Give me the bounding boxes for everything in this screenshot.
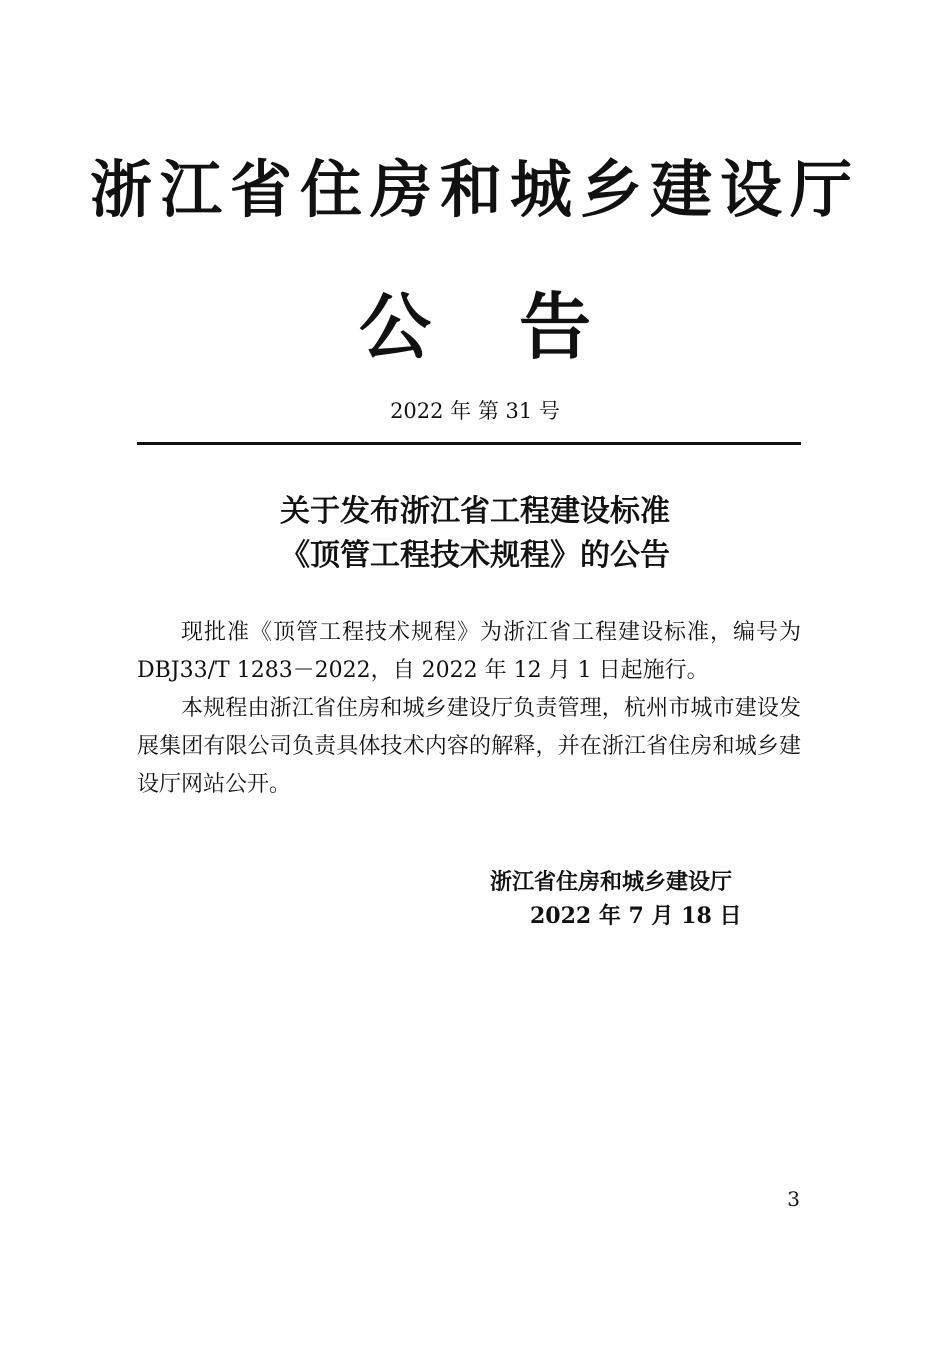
notice-paragraph-1: 现批准《顶管工程技术规程》为浙江省工程建设标准，编号为 DBJ33/T 1283－2022，自 2022 年 12 月 1 日起施行。 (137, 620, 801, 683)
document-type-heading (0, 282, 950, 372)
notice-title-line-1: 关于发布浙江省工程建设标准 (280, 494, 670, 529)
notice-paragraph-2: 本规程由浙江省住房和城乡建设厅负责管理，杭州市城市建设发展集团有限公司负责具体技术内容的解释，并在浙江省住房和城乡建设厅网站公开。 (137, 696, 801, 797)
signature-organization: 浙江省住房和城乡建设厅 (490, 869, 733, 895)
page-number: 3 (787, 1187, 800, 1211)
document-type-char-1: 公 (358, 284, 431, 369)
issuer-title: 浙江省住房和城乡建设厅 (89, 153, 860, 226)
header-divider (137, 442, 801, 445)
document-number: 2022 年 第 31 号 (390, 399, 560, 423)
signature-date: 2022 年 7 月 18 日 (530, 903, 742, 929)
notice-title-line-2: 《顶管工程技术规程》的公告 (280, 538, 670, 573)
document-type-char-2: 告 (519, 284, 592, 369)
